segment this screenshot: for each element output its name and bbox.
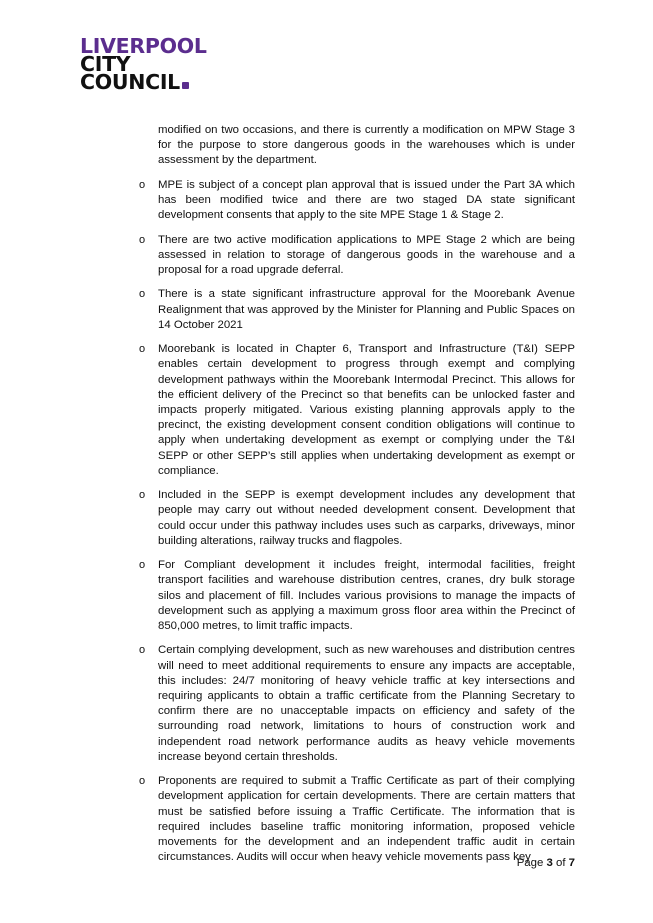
list-item-text: MPE is subject of a concept plan approval that is issued under the Part 3A which has been modified twice and there are two staged DA state significant development consents that apply to the site MPE Stage 1 & Stage 2.: [158, 178, 575, 222]
council-logo: [80, 34, 230, 94]
logo-line-1: LIVERPOOL: [80, 34, 207, 58]
list-item-text: There is a state significant infrastructure approval for the Moorebank Avenue Realignment that was approved by the Minister for Planning and Public Spaces on 14 October 2021: [158, 288, 575, 331]
list-item: [131, 643, 575, 765]
list-item: [131, 558, 575, 634]
list-item-text: For Compliant development it includes freight, intermodal facilities, freight transport facilities and warehouse distribution centres, cranes, dry bulk storage silos and placement of fill. Includes various provisions to manage the impacts of development such as applying a maximum gross floor area within the Precinct of 850,000 metres, to limit traffic impacts.: [158, 559, 575, 633]
bullet-icon: o: [139, 775, 146, 788]
logo-line-3-text: COUNCIL: [80, 70, 180, 94]
bullet-icon: o: [139, 343, 146, 356]
logo-line-2: CITY: [80, 52, 131, 76]
paragraph-continued: [131, 123, 575, 169]
logo-line-3: [80, 70, 230, 94]
list-item-text: Certain complying development, such as new warehouses and distribution centres will need to meet additional requirements to ensure any impacts are acceptable, this includes: 24/7 monitoring of heavy vehicle traffic at key intersections and requiring applicants to obtain a traffic certificate from the Planning Secretary to confirm there are no unacceptable impacts on efficiency and safety of the surrounding road network, limitations to hours of construction work and independent road network performance audits as heavy vehicle movements increase beyond certain thresholds.: [158, 644, 575, 763]
page-number: [517, 857, 575, 869]
list-item-text: There are two active modification applications to MPE Stage 2 which are being assessed in relation to storage of dangerous goods in the warehouse and a proposal for a road upgrade deferral.: [158, 233, 575, 276]
bullet-icon: o: [139, 178, 146, 191]
page-label: Page: [516, 857, 544, 869]
document-body: [131, 123, 575, 875]
bullet-icon: o: [139, 233, 146, 246]
bullet-icon: o: [139, 489, 146, 502]
list-item: [131, 342, 575, 479]
list-item: [131, 774, 575, 865]
total-pages: 7: [568, 857, 575, 869]
list-item-text: Proponents are required to submit a Traffic Certificate as part of their complying development application for certain developments. There are certain matters that must be satisfied before issuing a Traffic Certificate. The information that is required includes baseline traffic monitoring information, proposed vehicle movements for the development and an independent traffic audit in certain circumstances. Audits will occur when heavy vehicle movements pass key: [158, 775, 575, 864]
list-item: [131, 178, 575, 224]
list-item-text: Included in the SEPP is exempt development includes any development that people may carry out without needed development consent. Development that could occur under this pathway includes uses such as carparks, driveways, minor building alterations, railway trucks and flagpoles.: [158, 489, 575, 547]
current-page: 3: [546, 857, 553, 869]
logo-square-icon: [182, 82, 189, 89]
bullet-icon: o: [139, 559, 146, 572]
list-item: [131, 287, 575, 333]
list-item-text: Moorebank is located in Chapter 6, Transport and Infrastructure (T&I) SEPP enables certain development to progress through exempt and complying development pathways within the Moorebank Intermodal Precinct. This allows for the efficient delivery of the Precinct so that benefits can be unlocked faster and impacts properly mitigated. Various existing planning approvals apply to the precinct, the existing development consent condition obligations will continue to apply when undertaking development as exempt or complying under the T&I SEPP or other SEPP’s still applies when undertaking development as exempt or compliance.: [158, 343, 575, 477]
bullet-icon: o: [139, 288, 146, 301]
list-item: [131, 488, 575, 549]
list-item: [131, 233, 575, 279]
paragraph-text: modified on two occasions, and there is currently a modification on MPW Stage 3 for the purpose to store dangerous goods in the warehouses which is under assessment by the department.: [158, 124, 575, 167]
of-label: of: [555, 857, 566, 869]
bullet-icon: o: [139, 644, 146, 657]
